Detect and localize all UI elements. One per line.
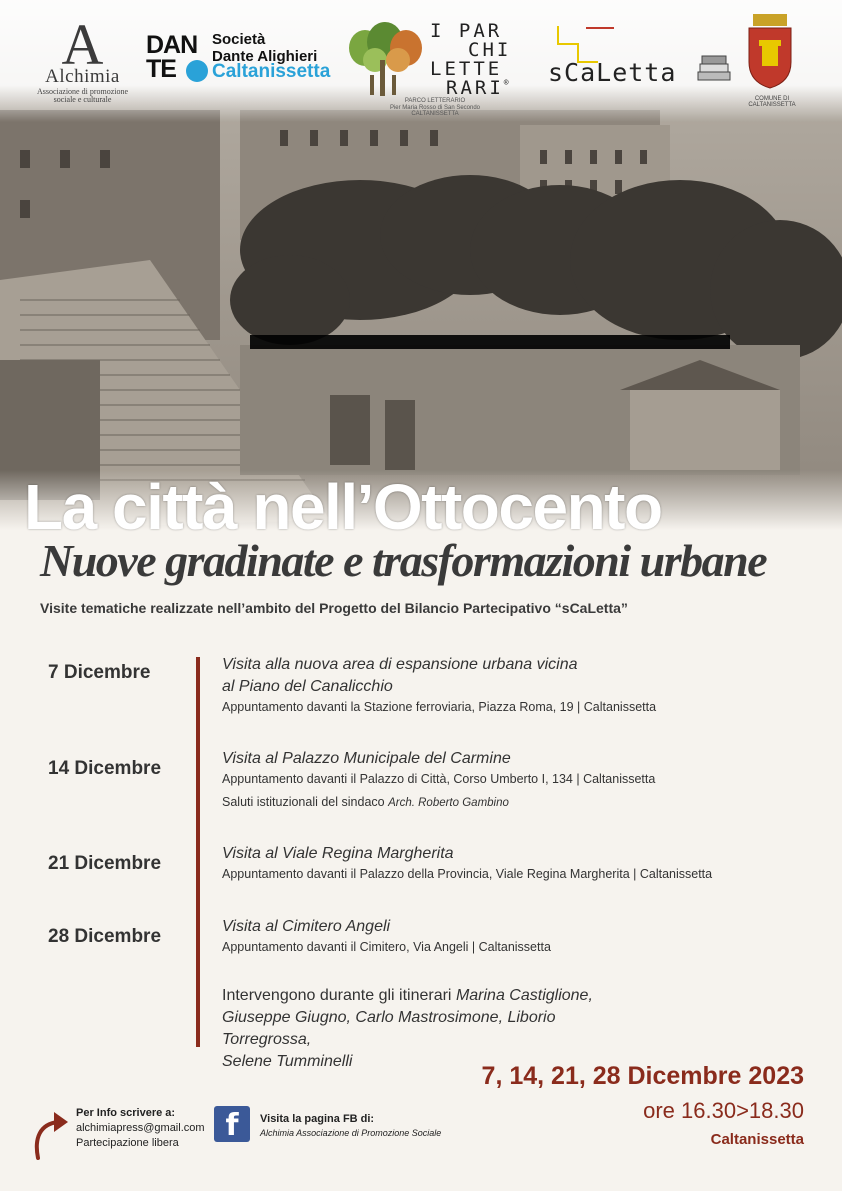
speakers-names-3: Selene Tumminelli [222, 1053, 353, 1070]
event-date: 14 Dicembre [48, 758, 162, 779]
hero-photo [0, 0, 842, 530]
event-title: Visita al Cimitero Angeli [222, 918, 391, 935]
participation-note: Partecipazione libera [76, 1137, 179, 1149]
event-detail: Appuntamento davanti il Cimitero, Via Angeli | Caltanissetta [222, 940, 551, 954]
dante-circle-icon [186, 60, 208, 82]
parchi-line-3: LETTE [430, 58, 503, 80]
event-date: 28 Dicembre [48, 926, 162, 947]
speakers [222, 985, 642, 1073]
dante-name-1: Società [212, 31, 266, 48]
parchi-line-1: I PAR [430, 20, 503, 42]
time-range: ore 16.30>18.30 [643, 1098, 804, 1123]
speakers-names-1: Marina Castiglione, [455, 987, 593, 1004]
dante-mark-1: DAN [146, 31, 198, 59]
info-label: Per Info scrivere a: [76, 1107, 176, 1119]
alchimia-logo [30, 12, 135, 105]
logo-strip [0, 0, 842, 122]
alchimia-sub-2: sociale e culturale [53, 95, 112, 105]
event-detail: Appuntamento davanti il Palazzo della Provincia, Viale Regina Margherita | Caltanissetta [222, 867, 713, 881]
event-date: 7 Dicembre [48, 662, 151, 683]
alchimia-mark: A [61, 12, 104, 77]
scaletta-logo [548, 24, 738, 94]
dante-name-2: Dante Alighieri [212, 47, 318, 65]
dante-alighieri-logo [146, 32, 346, 92]
date-range: 7, 14, 21, 28 Dicembre 2023 [481, 1062, 804, 1090]
coat-of-arms-icon [745, 12, 795, 90]
dante-city: Caltanissetta [212, 61, 331, 82]
contact-email[interactable]: alchimiapress@gmail.com [76, 1122, 205, 1134]
alchimia-sub-1: Associazione di promozione [36, 87, 129, 96]
facebook-icon[interactable]: f [214, 1106, 250, 1142]
event-greeting-label: Saluti istituzionali del sindaco [222, 795, 385, 809]
parchi-sub-1: PARCO LETTERARIO [404, 98, 466, 104]
schedule-divider [196, 657, 200, 1047]
fb-page-link[interactable]: Alchimia Associazione di Promozione Sociale [260, 1128, 442, 1138]
page-title: La città nell’Ottocento [24, 471, 662, 543]
comune-logo [740, 12, 800, 107]
event-detail: Appuntamento davanti il Palazzo di Città, Corso Umberto I, 134 | Caltanissetta [222, 772, 656, 786]
arrow-icon [30, 1108, 70, 1160]
event-date: 21 Dicembre [48, 853, 162, 874]
tree-logo-icon [340, 20, 430, 100]
speakers-intro: Intervengono durante gli itinerari [222, 987, 452, 1004]
scaletta-text: sCaLetta [548, 58, 677, 87]
parchi-sub [380, 98, 490, 118]
alchimia-name: Alchimia [45, 66, 120, 87]
parchi-line-2: CHI [468, 39, 512, 61]
parchi-letterari-logo [430, 22, 512, 98]
info-block [76, 1106, 205, 1151]
event-city: Caltanissetta [710, 1131, 804, 1148]
speakers-names-2: Giuseppe Giugno, Carlo Mastrosimone, Liborio Torregrossa, [222, 1009, 556, 1048]
event-title: Visita al Viale Regina Margherita [222, 845, 454, 862]
fb-label: Visita la pagina FB di: [260, 1113, 375, 1125]
event-greeting-name: Arch. Roberto Gambino [388, 797, 509, 809]
dante-mark-2: TE [146, 54, 176, 83]
event-greeting [222, 795, 509, 809]
event-title-line2: al Piano del Canalicchio [222, 678, 393, 695]
parchi-line-4: RARI [446, 77, 504, 99]
facebook-block [260, 1112, 441, 1140]
event-title: Visita alla nuova area di espansione urbana vicina [222, 656, 578, 673]
tagline: Visite tematiche realizzate nell’ambito del Progetto del Bilancio Partecipativo “sCaLetta” [40, 600, 628, 616]
parchi-sub-2: Pier Maria Rosso di San Secondo [389, 104, 481, 111]
books-icon [696, 54, 732, 82]
page-subtitle: Nuove gradinate e trasformazioni urbane [40, 535, 767, 586]
parchi-sub-3: CALTANISSETTA [411, 111, 459, 118]
event-title: Visita al Palazzo Municipale del Carmine [222, 750, 511, 767]
comune-sub: COMUNE DI CALTANISSETTA [748, 96, 796, 108]
parchi-reg: ® [503, 78, 512, 87]
event-detail: Appuntamento davanti la Stazione ferroviaria, Piazza Roma, 19 | Caltanissetta [222, 700, 657, 714]
